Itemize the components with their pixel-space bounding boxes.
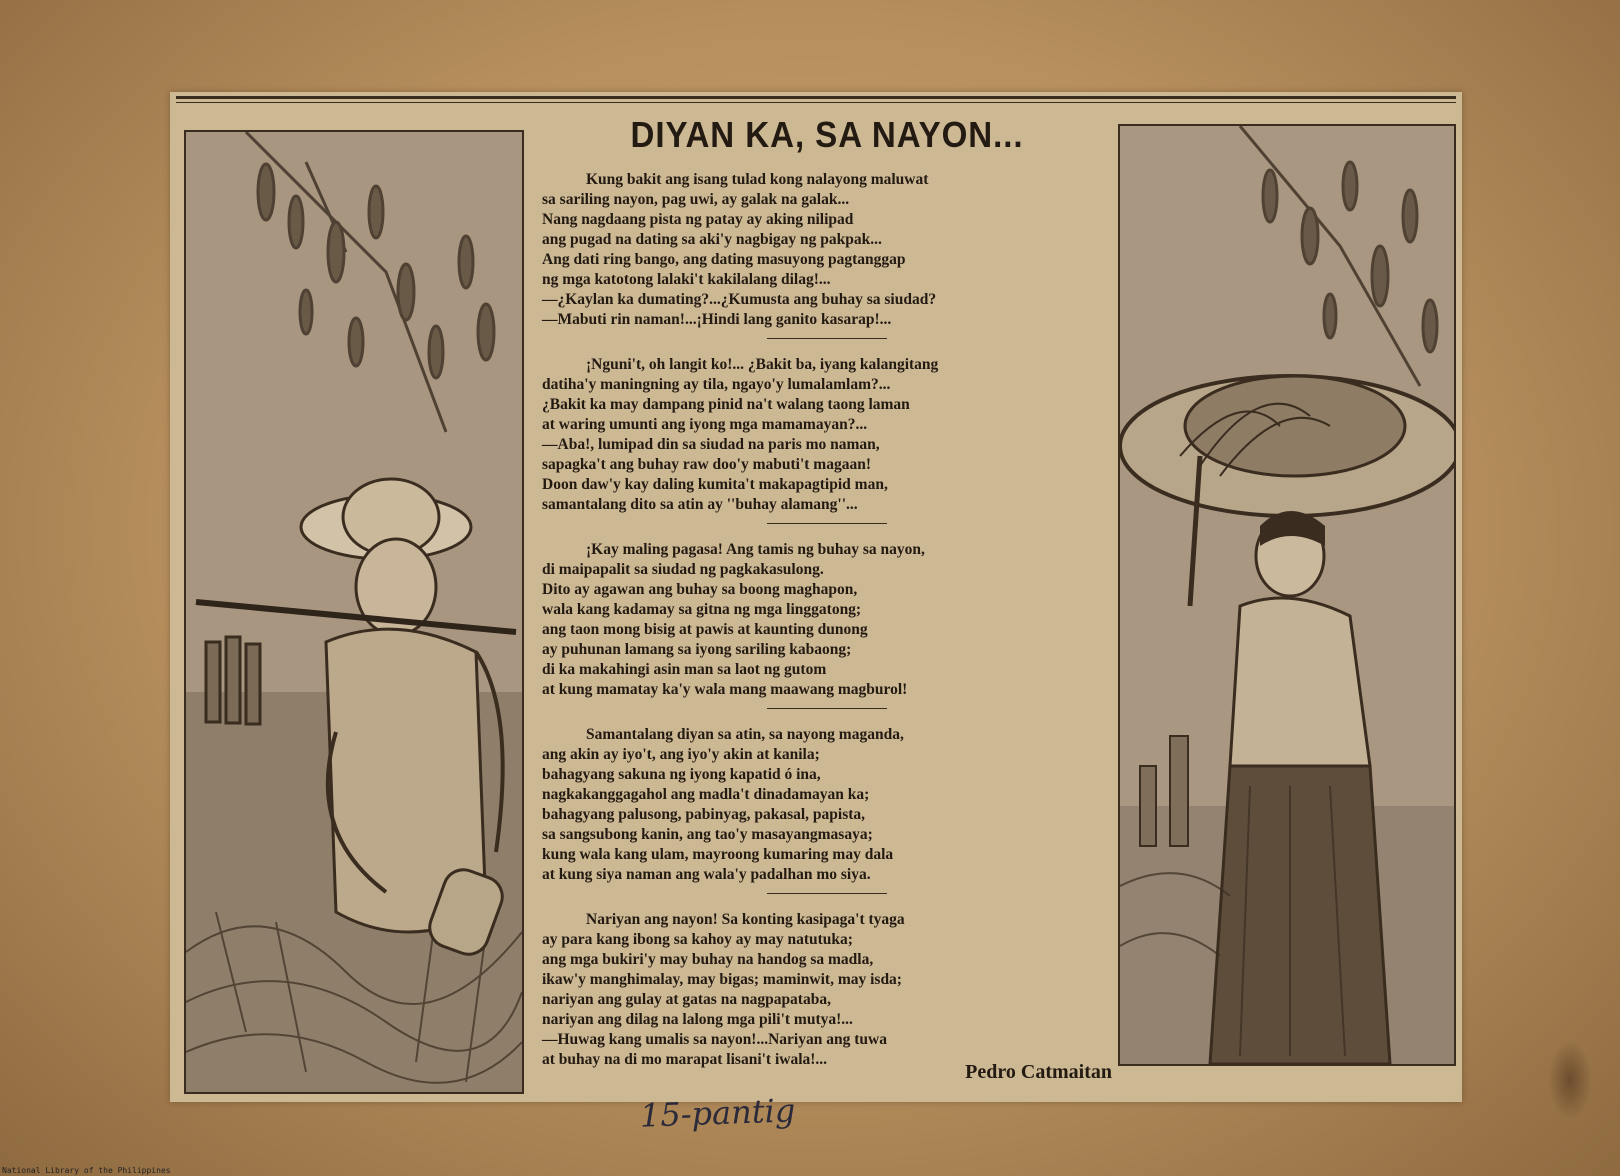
poem-line: ikaw'y manghimalay, may bigas; maminwit, may isda; <box>542 971 902 988</box>
poem-line: bahagyang sakuna ng iyong kapatid ó ina, <box>542 766 821 783</box>
stanza-divider <box>767 708 887 709</box>
stanza-5 <box>542 910 1112 1070</box>
poem-line: samantalang dito sa atin ay ''buhay alamang''... <box>542 496 858 513</box>
illustration-woman <box>1118 124 1456 1066</box>
library-credit: National Library of the Philippines <box>2 1166 171 1175</box>
poem-line: ¡Kay maling pagasa! Ang tamis ng buhay sa nayon, <box>586 541 925 558</box>
poem-line: ¡Nguni't, oh langit ko!... ¿Bakit ba, iyang kalangitang <box>586 356 939 373</box>
stanza-divider <box>767 893 887 894</box>
stanza-divider <box>767 523 887 524</box>
poem-line: ang akin ay iyo't, ang iyo'y akin at kanila; <box>542 746 820 763</box>
poem-line: ng mga katotong lalaki't kakilalang dilag!... <box>542 271 831 288</box>
newspaper-clipping <box>170 92 1462 1102</box>
stanza-1 <box>542 170 1112 330</box>
poem-line: datiha'y maningning ay tila, ngayo'y lumalamlam?... <box>542 376 891 393</box>
poem-line: di maipapalit sa siudad ng pagkakasulong. <box>542 561 824 578</box>
poem-line: Nariyan ang nayon! Sa konting kasipaga't tyaga <box>586 911 905 928</box>
poem-line: wala kang kadamay sa gitna ng mga linggatong; <box>542 601 862 618</box>
stanza-3 <box>542 540 1112 700</box>
poem-line: —Aba!, lumipad din sa siudad na paris mo naman, <box>542 436 880 453</box>
top-rule <box>176 96 1456 99</box>
poem-line: Doon daw'y kay daling kumita't makapagtipid man, <box>542 476 888 493</box>
poem-line: at kung siya naman ang wala'y padalhan mo siya. <box>542 866 871 883</box>
poem-line: sapagka't ang buhay raw doo'y mabuti't magaan! <box>542 456 872 473</box>
poem-line: ang taon mong bisig at pawis at kaunting dunong <box>542 621 868 638</box>
poem-line: ¿Bakit ka may dampang pinid na't walang taong laman <box>542 396 910 413</box>
stanza-4 <box>542 725 1112 885</box>
poem-line: Kung bakit ang isang tulad kong nalayong maluwat <box>586 171 929 188</box>
illustration-farmer <box>184 130 524 1094</box>
poem-line: —Huwag kang umalis sa nayon!...Nariyan ang tuwa <box>542 1031 887 1048</box>
poem-line: kung wala kang ulam, mayroong kumaring may dala <box>542 846 894 863</box>
poem-line: sa sariling nayon, pag uwi, ay galak na galak... <box>542 191 850 208</box>
stain-mark <box>1548 1040 1592 1120</box>
poem-line: ang pugad na dating sa aki'y nagbigay ng pakpak... <box>542 231 882 248</box>
poem-line: nagkakanggagahol ang madla't dinadamayan ka; <box>542 786 870 803</box>
poem-line: at kung mamatay ka'y wala mang maawang magburol! <box>542 681 908 698</box>
poem-line: ang mga bukiri'y may buhay na handog sa madla, <box>542 951 874 968</box>
poem-line: nariyan ang dilag na lalong mga pili't mutya!... <box>542 1011 853 1028</box>
poem-line: sa sangsubong kanin, ang tao'y masayangmasaya; <box>542 826 873 843</box>
author-signature: Pedro Catmaitan <box>965 1061 1112 1083</box>
farmer-drawing <box>186 132 522 1092</box>
poem-line: bahagyang palusong, pabinyag, pakasal, papista, <box>542 806 866 823</box>
top-rule-thin <box>176 102 1456 103</box>
poem-line: —¿Kaylan ka dumating?...¿Kumusta ang buhay sa siudad? <box>542 291 937 308</box>
handwritten-note: 15-pantig <box>639 1091 796 1135</box>
woman-drawing <box>1120 126 1454 1064</box>
poem-line: ay para kang ibong sa kahoy ay may natutuka; <box>542 931 853 948</box>
poem-line: Ang dati ring bango, ang dating masuyong pagtanggap <box>542 251 906 268</box>
poem-line: Dito ay agawan ang buhay sa boong maghapon, <box>542 581 858 598</box>
poem-line: at buhay na di mo marapat lisani't iwala!... <box>542 1051 828 1068</box>
stanza-2 <box>542 355 1112 515</box>
stanza-divider <box>767 338 887 339</box>
poem-line: ay puhunan lamang sa iyong sariling kabaong; <box>542 641 852 658</box>
poem-line: at waring umunti ang iyong mga mamamayan?... <box>542 416 868 433</box>
poem-line: Nang nagdaang pista ng patay ay aking nilipad <box>542 211 854 228</box>
poem-title: DIYAN KA, SA NAYON... <box>630 114 1024 155</box>
poem-line: nariyan ang gulay at gatas na nagpapataba, <box>542 991 831 1008</box>
poem-line: Samantalang diyan sa atin, sa nayong maganda, <box>586 726 904 743</box>
poem-line: —Mabuti rin naman!...¡Hindi lang ganito kasarap!... <box>542 311 892 328</box>
poem-line: di ka makahingi asin man sa laot ng gutom <box>542 661 827 678</box>
poem-column <box>542 114 1112 1094</box>
